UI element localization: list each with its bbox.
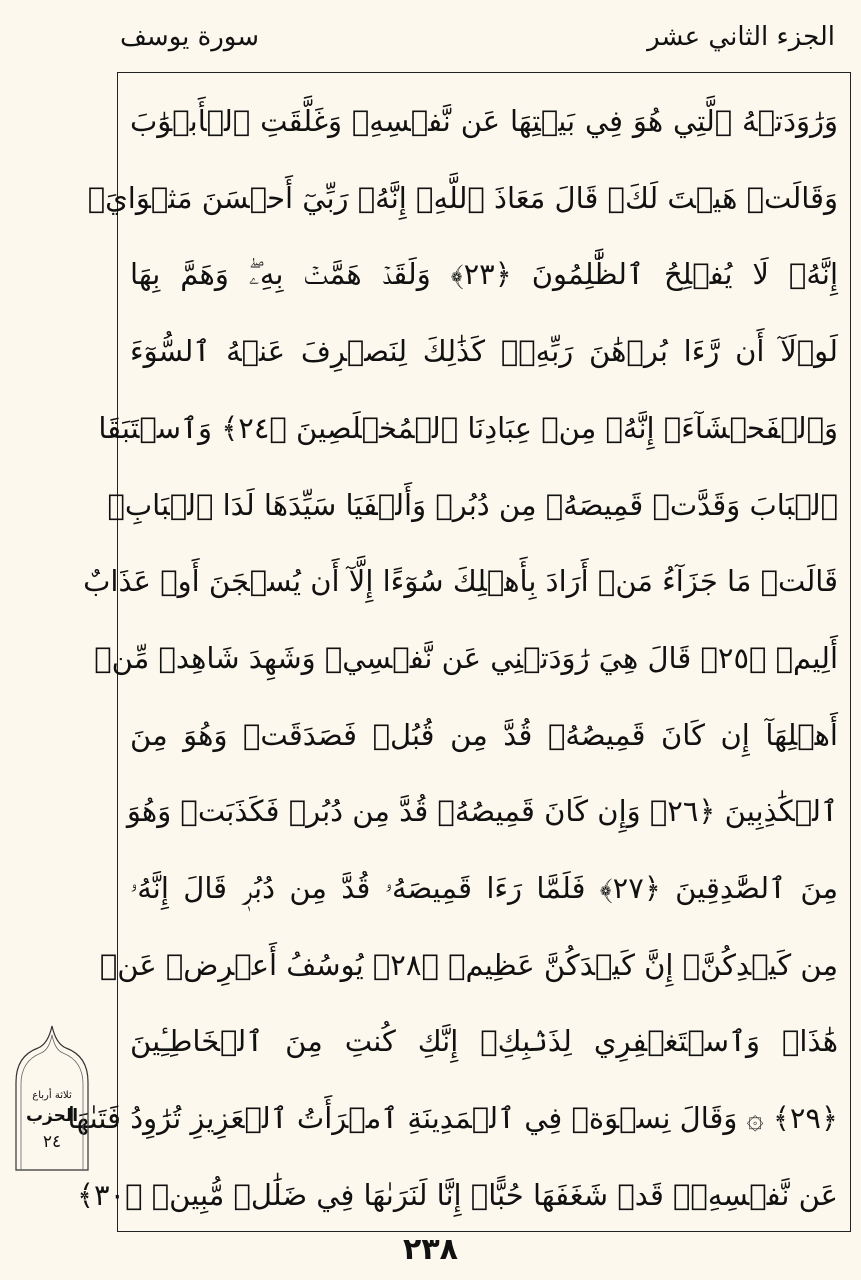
verse-line-2: وَقَالَتۡ هَيۡتَ لَكَۚ قَالَ مَعَاذَ ٱللَّهِۖ إِنَّهُۥ رَبِّيٓ أَحۡسَنَ مَثۡوَايَۖ xyxy=(87,180,838,215)
hizb-label: الحزب xyxy=(25,1106,79,1126)
verse-line-5: وَٱلۡفَحۡشَآءَۚ إِنَّهُۥ مِنۡ عِبَادِنَا ٱلۡمُخۡلَصِينَ ﴿٢٤﴾ وَٱسۡتَبَقَا xyxy=(98,410,838,445)
verse-line-9: أَهۡلِهَآ إِن كَانَ قَمِيصُهُۥ قُدَّ مِن قُبُلٖ فَصَدَقَتۡ وَهُوَ مِنَ xyxy=(130,717,838,752)
verse-line-11: مِنَ ٱلصَّٰدِقِينَ ﴿٢٧﴾ فَلَمَّا رَءَا قَمِيصَهُۥ قُدَّ مِن دُبُرٖ قَالَ إِنَّهُۥ xyxy=(130,871,839,906)
verse-lines xyxy=(67,95,839,1221)
verse-line-1: وَرَٰوَدَتۡهُ ٱلَّتِي هُوَ فِي بَيۡتِهَا عَن نَّفۡسِهِۦ وَغَلَّقَتِ ٱلۡأَبۡوَٰبَ xyxy=(130,104,838,138)
hizb-number: ٢٤ xyxy=(42,1132,62,1152)
verse-line-12: مِن كَيۡدِكُنَّۖ إِنَّ كَيۡدَكُنَّ عَظِيمٞ ﴿٢٨﴾ يُوسُفُ أَعۡرِضۡ عَنۡ xyxy=(99,947,838,982)
verse-line-3: إِنَّهُۥ لَا يُفۡلِحُ ٱلظَّٰلِمُونَ ﴿٢٣﴾ وَلَقَدۡ هَمَّتۡ بِهِۦۖ وَهَمَّ بِهَا xyxy=(130,257,839,292)
verse-line-14: ﴿٢٩﴾ ۞ وَقَالَ نِسۡوَةٞ فِي ٱلۡمَدِينَةِ ٱمۡرَأَتُ ٱلۡعَزِيزِ تُرَٰوِدُ فَتَىٰهَا xyxy=(67,1101,838,1136)
hizb-fraction: ثلاثة أرباع xyxy=(32,1090,72,1101)
hizb-marker xyxy=(8,1020,96,1172)
verse-line-6: ٱلۡبَابَ وَقَدَّتۡ قَمِيصَهُۥ مِن دُبُرٖ وَأَلۡفَيَا سَيِّدَهَا لَدَا ٱلۡبَابِۚ xyxy=(107,487,838,522)
verse-line-15: عَن نَّفۡسِهِۦۖ قَدۡ شَغَفَهَا حُبًّاۖ إِنَّا لَنَرَىٰهَا فِي ضَلَٰلٖ مُّبِينٖ ﴿٣٠﴾ xyxy=(76,1177,838,1212)
verse-line-13: هَٰذَاۚ وَٱسۡتَغۡفِرِي لِذَنۢبِكِۖ إِنَّكِ كُنتِ مِنَ ٱلۡخَاطِـِٔينَ xyxy=(130,1024,838,1059)
text-frame xyxy=(67,72,851,1232)
juz-title: الجزء الثاني عشر xyxy=(647,22,835,52)
verse-line-8: أَلِيمٞ ﴿٢٥﴾ قَالَ هِيَ رَٰوَدَتۡنِي عَن نَّفۡسِيۚ وَشَهِدَ شَاهِدٞ مِّنۡ xyxy=(94,640,838,675)
page-number: ٢٣٨ xyxy=(403,1232,458,1267)
verse-line-10: ٱلۡكَٰذِبِينَ ﴿٢٦﴾ وَإِن كَانَ قَمِيصُهُۥ قُدَّ مِن دُبُرٖ فَكَذَبَتۡ وَهُوَ xyxy=(126,794,838,829)
verse-line-7: قَالَتۡ مَا جَزَآءُ مَنۡ أَرَادَ بِأَهۡلِكَ سُوٓءًا إِلَّآ أَن يُسۡجَنَ أَوۡ عَذَابٌ xyxy=(83,564,838,599)
verse-line-4: لَوۡلَآ أَن رَّءَا بُرۡهَٰنَ رَبِّهِۦۚ كَذَٰلِكَ لِنَصۡرِفَ عَنۡهُ ٱلسُّوٓءَ xyxy=(130,334,838,369)
surah-title: سورة يوسف xyxy=(120,22,260,52)
